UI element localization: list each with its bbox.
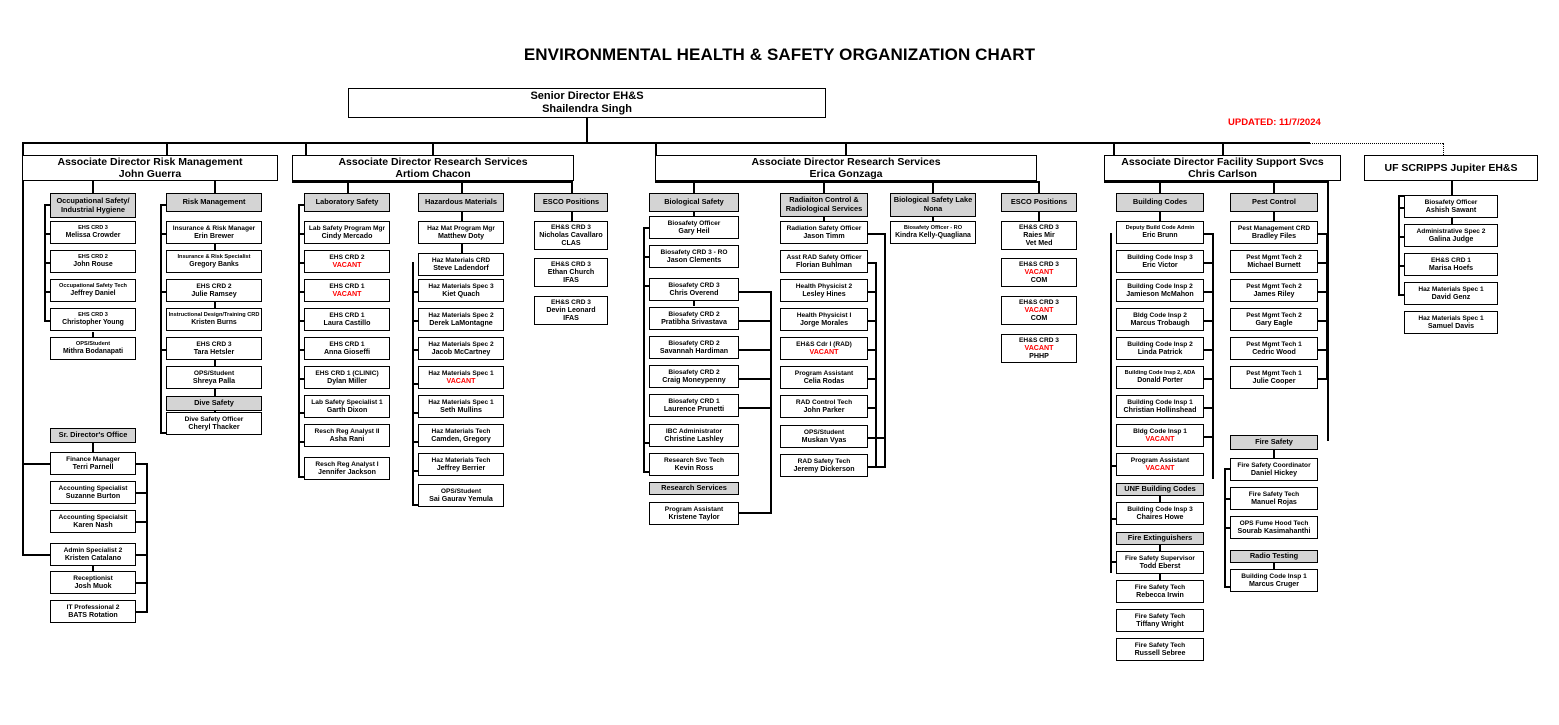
division-box-facility-support[interactable] [1104, 155, 1341, 181]
staff-box[interactable]: Pest Management CRD Bradley Files [1230, 221, 1318, 244]
group-header-hazardous-materials[interactable]: Hazardous Materials [418, 193, 504, 212]
connector [1318, 320, 1328, 322]
connector [868, 320, 877, 322]
connector [1204, 407, 1214, 409]
staff-box[interactable]: Occupational Safety Tech Jeffrey Daniel [50, 279, 136, 302]
connector [655, 142, 657, 156]
staff-box[interactable]: Haz Materials Spec 1 Seth Mullins [418, 395, 504, 418]
staff-box[interactable]: Fire Safety Tech Manuel Rojas [1230, 487, 1318, 510]
staff-box[interactable]: Pest Mgmt Tech 2 Michael Burnett [1230, 250, 1318, 273]
group-header-fire-extinguishers[interactable]: Fire Extinguishers [1116, 532, 1204, 545]
group-header-biological-safety-lake-nona[interactable]: Biological Safety Lake Nona [890, 193, 976, 217]
group-header-laboratory-safety[interactable]: Laboratory Safety [304, 193, 390, 212]
connector [136, 492, 148, 494]
staff-box[interactable]: Fire Safety Supervisor Todd Eberst [1116, 551, 1204, 574]
staff-box[interactable]: EHS CRD 3 Christopher Young [50, 308, 136, 331]
connector [166, 142, 168, 156]
staff-box[interactable]: Biosafety CRD 2 Pratibha Srivastava [649, 307, 739, 330]
staff-box[interactable]: Insurance & Risk Specialist Gregory Banks [166, 250, 262, 273]
staff-box[interactable]: Haz Materials Spec 2 Jacob McCartney [418, 337, 504, 360]
staff-box[interactable]: Pest Mgmt Tech 2 James Riley [1230, 279, 1318, 302]
connector [146, 463, 148, 611]
connector [1326, 233, 1328, 379]
connector [868, 233, 886, 235]
connector [1318, 291, 1328, 293]
exec-role: Senior Director EH&S [530, 90, 644, 103]
division-name: Chris Carlson [1188, 168, 1257, 180]
group-header-research-services[interactable]: Research Services [649, 482, 739, 495]
staff-box[interactable]: EHS CRD 1 Anna Gioseffi [304, 337, 390, 360]
connector [136, 554, 148, 556]
connector [136, 463, 148, 465]
staff-box[interactable]: EH&S CRD 1 Marisa Hoefs [1404, 253, 1498, 276]
staff-box[interactable]: Haz Materials Spec 1 David Genz [1404, 282, 1498, 305]
staff-box[interactable]: Asst RAD Safety Officer Florian Buhlman [780, 250, 868, 273]
staff-box[interactable]: Health Physicist 2 Lesley Hines [780, 279, 868, 302]
staff-box[interactable]: Haz Materials Spec 2 Derek LaMontagne [418, 308, 504, 331]
connector [868, 407, 877, 409]
staff-box[interactable]: Biosafety CRD 2 Craig Moneypenny [649, 365, 739, 388]
connector [845, 142, 847, 156]
division-box-research-services-chacon[interactable] [292, 155, 574, 181]
division-role: Associate Director Facility Support Svcs [1121, 155, 1324, 168]
staff-box[interactable]: EHS CRD 1 VACANT [304, 279, 390, 302]
staff-box[interactable]: RAD Control Tech John Parker [780, 395, 868, 418]
staff-box[interactable]: Building Code Insp 3 Chaires Howe [1116, 502, 1204, 525]
staff-box[interactable]: IT Professional 2 BATS Rotation [50, 600, 136, 623]
updated-date: UPDATED: 11/7/2024 [1228, 117, 1321, 128]
connector [868, 262, 877, 264]
staff-box[interactable]: OPS Fume Hood Tech Sourab Kasimahanthi [1230, 516, 1318, 539]
staff-box[interactable]: Insurance & Risk Manager Erin Brewer [166, 221, 262, 244]
staff-box[interactable]: Pest Mgmt Tech 1 Cedric Wood [1230, 337, 1318, 360]
connector [1222, 142, 1224, 156]
connector [136, 611, 148, 613]
staff-box[interactable]: Pest Mgmt Tech 2 Gary Eagle [1230, 308, 1318, 331]
staff-box[interactable]: Bldg Code Insp 2 Marcus Trobaugh [1116, 308, 1204, 331]
group-header-radiation-control[interactable]: Radiaiton Control & Radiological Services [780, 193, 868, 217]
connector [22, 463, 52, 465]
division-name: Artiom Chacon [395, 168, 471, 180]
staff-box[interactable]: Fire Safety Tech Tiffany Wright [1116, 609, 1204, 632]
connector [739, 320, 772, 322]
staff-box[interactable]: Lab Safety Specialist 1 Garth Dixon [304, 395, 390, 418]
staff-box[interactable]: Instructional Design/Training CRD Kristen Burns [166, 308, 262, 331]
staff-box[interactable]: Building Code Insp 1 Marcus Cruger [1230, 569, 1318, 592]
connector [1273, 450, 1275, 458]
group-header-biological-safety[interactable]: Biological Safety [649, 193, 739, 212]
connector [1204, 233, 1214, 235]
connector [770, 291, 772, 415]
exec-box[interactable] [348, 88, 826, 118]
staff-box[interactable]: Biosafety CRD 2 Savannah Hardiman [649, 336, 739, 359]
division-box-risk-management[interactable] [22, 155, 278, 181]
staff-box[interactable]: Haz Materials Spec 3 Kiet Quach [418, 279, 504, 302]
group-header-fire-safety[interactable]: Fire Safety [1230, 435, 1318, 450]
connector [1204, 349, 1214, 351]
connector [305, 142, 307, 156]
connector [586, 118, 588, 144]
staff-box[interactable]: Fire Safety Tech Rebecca Irwin [1116, 580, 1204, 603]
group-header-sr-director-office[interactable]: Sr. Director's Office [50, 428, 136, 443]
staff-box[interactable]: Building Code Insp 2 Jamieson McMahon [1116, 279, 1204, 302]
staff-box[interactable]: Fire Safety Tech Russell Sebree [1116, 638, 1204, 661]
staff-box[interactable]: Biosafety CRD 3 Chris Overend [649, 278, 739, 301]
group-header-esco-positions-b[interactable]: ESCO Positions [1001, 193, 1077, 212]
connector [1113, 142, 1115, 156]
staff-box[interactable]: Pest Mgmt Tech 1 Julie Cooper [1230, 366, 1318, 389]
group-header-pest-control[interactable]: Pest Control [1230, 193, 1318, 212]
connector [22, 156, 24, 556]
staff-box[interactable]: EHS CRD 2 Julie Ramsey [166, 279, 262, 302]
connector [739, 378, 772, 380]
division-name: John Guerra [118, 168, 182, 180]
staff-box[interactable]: IBC Administrator Christine Lashley [649, 424, 739, 447]
staff-box[interactable]: Research Svc Tech Kevin Ross [649, 453, 739, 476]
staff-box[interactable]: Building Code Insp 1 Christian Hollinshead [1116, 395, 1204, 418]
staff-box[interactable]: EH&S CRD 3 VACANT COM [1001, 296, 1077, 325]
staff-box[interactable]: Haz Materials Spec 1 VACANT [418, 366, 504, 389]
staff-box[interactable]: Administrative Spec 2 Galina Judge [1404, 224, 1498, 247]
group-header-unf-building-codes[interactable]: UNF Building Codes [1116, 483, 1204, 496]
staff-box[interactable]: Admin Specialist 2 Kristen Catalano [50, 543, 136, 566]
connector [92, 443, 94, 452]
staff-box[interactable]: Resch Reg Analyst I Jennifer Jackson [304, 457, 390, 480]
staff-box[interactable]: Biosafety Officer Gary Heil [649, 216, 739, 239]
staff-box[interactable]: EH&S CRD 3 Raies Mir Vet Med [1001, 221, 1077, 250]
connector [868, 291, 877, 293]
division-name: Erica Gonzaga [809, 168, 883, 180]
connector [868, 378, 877, 380]
connector [770, 415, 772, 513]
connector [739, 407, 772, 409]
connector [739, 291, 772, 293]
staff-box[interactable]: EH&S CRD 3 Devin Leonard IFAS [534, 296, 608, 325]
staff-box[interactable]: Haz Materials Tech Camden, Gregory [418, 424, 504, 447]
connector [884, 233, 886, 468]
staff-box[interactable]: Accounting Specialsit Karen Nash [50, 510, 136, 533]
staff-box[interactable]: Haz Materials Tech Jeffrey Berrier [418, 453, 504, 476]
staff-box[interactable]: Health Physicist I Jorge Morales [780, 308, 868, 331]
staff-box[interactable]: OPS/Student Muskan Vyas [780, 425, 868, 448]
staff-box[interactable]: RAD Safety Tech Jeremy Dickerson [780, 454, 868, 477]
connector [136, 582, 148, 584]
connector [1204, 436, 1214, 438]
staff-box[interactable]: Biosafety Officer Ashish Sawant [1404, 195, 1498, 218]
staff-box[interactable]: EHS CRD 3 Melissa Crowder [50, 221, 136, 244]
connector [1318, 349, 1328, 351]
connector [1318, 233, 1328, 235]
staff-box[interactable]: Building Code Insp 2, ADA Donald Porter [1116, 366, 1204, 389]
staff-box[interactable]: Fire Safety Coordinator Daniel Hickey [1230, 458, 1318, 481]
staff-box[interactable]: OPS/Student Shreya Palla [166, 366, 262, 389]
staff-box[interactable]: Program Assistant Celia Rodas [780, 366, 868, 389]
staff-box[interactable]: EH&S CRD 3 Ethan Church IFAS [534, 258, 608, 287]
connector [432, 142, 434, 156]
connector [868, 349, 877, 351]
staff-box[interactable]: Haz Materials CRD Steve Ladendorf [418, 253, 504, 276]
connector [643, 227, 645, 472]
staff-box[interactable]: Bldg Code Insp 1 VACANT [1116, 424, 1204, 447]
division-role: UF SCRIPPS Jupiter EH&S [1384, 161, 1518, 174]
staff-box[interactable]: EH&S CRD 3 Nicholas Cavallaro CLAS [534, 221, 608, 250]
staff-box[interactable]: Receptionist Josh Muok [50, 571, 136, 594]
staff-box[interactable]: Lab Safety Program Mgr Cindy Mercado [304, 221, 390, 244]
division-role: Associate Director Research Services [338, 155, 528, 168]
connector [1204, 378, 1214, 380]
connector [1318, 378, 1328, 380]
group-header-dive-safety[interactable]: Dive Safety [166, 396, 262, 411]
connector [22, 142, 24, 156]
staff-box[interactable]: Haz Mat Program Mgr Matthew Doty [418, 221, 504, 244]
connector [1212, 233, 1214, 479]
staff-box[interactable]: OPS/Student Mithra Bodanapati [50, 337, 136, 360]
group-header-esco-positions-a[interactable]: ESCO Positions [534, 193, 608, 212]
staff-box[interactable]: EHS CRD 2 John Rouse [50, 250, 136, 273]
staff-box[interactable]: Building Code Insp 3 Eric Victor [1116, 250, 1204, 273]
connector [1204, 320, 1214, 322]
staff-box[interactable]: Program Assistant VACANT [1116, 453, 1204, 476]
connector [22, 142, 1310, 144]
staff-box[interactable]: EH&S CRD 3 VACANT PHHP [1001, 334, 1077, 363]
connector [1398, 195, 1400, 295]
staff-box[interactable]: Building Code Insp 2 Linda Patrick [1116, 337, 1204, 360]
exec-name: Shailendra Singh [542, 103, 632, 115]
division-role: Associate Director Research Services [751, 155, 941, 168]
connector [1204, 262, 1214, 264]
connector [1318, 262, 1328, 264]
connector [868, 466, 886, 468]
staff-box[interactable]: EH&S Cdr I (RAD) VACANT [780, 337, 868, 360]
staff-box[interactable]: Biosafety CRD 3 - RO Jason Clements [649, 245, 739, 268]
staff-box[interactable]: EHS CRD 2 VACANT [304, 250, 390, 273]
staff-box[interactable]: EHS CRD 1 (CLINIC) Dylan Miller [304, 366, 390, 389]
connector [655, 181, 1039, 183]
staff-box[interactable]: Deputy Build Code Admin Eric Brunn [1116, 221, 1204, 244]
connector [1204, 291, 1214, 293]
staff-box[interactable]: Radiation Safety Officer Jason Timm [780, 221, 868, 244]
division-box-research-services-gonzaga[interactable] [655, 155, 1037, 181]
staff-box[interactable]: Haz Materials Spec 1 Samuel Davis [1404, 311, 1498, 334]
connector [739, 349, 772, 351]
staff-box[interactable]: Dive Safety Officer Cheryl Thacker [166, 412, 262, 435]
page-title: ENVIRONMENTAL HEALTH & SAFETY ORGANIZATION CHART [523, 45, 1036, 64]
connector [1104, 181, 1327, 183]
connector [1110, 233, 1112, 573]
group-header-risk-management[interactable]: Risk Management [166, 193, 262, 212]
staff-box[interactable]: EHS CRD 1 Laura Castillo [304, 308, 390, 331]
staff-box[interactable]: Biosafety CRD 1 Laurence Prunetti [649, 394, 739, 417]
connector [136, 521, 148, 523]
staff-box[interactable]: Resch Reg Analyst II Asha Rani [304, 424, 390, 447]
connector [298, 204, 300, 476]
connector [739, 512, 772, 514]
connector [160, 204, 162, 432]
division-role: Associate Director Risk Management [57, 155, 243, 168]
staff-box[interactable]: Accounting Specialist Suzanne Burton [50, 481, 136, 504]
staff-box[interactable]: Finance Manager Terri Parnell [50, 452, 136, 475]
group-header-radio-testing[interactable]: Radio Testing [1230, 550, 1318, 563]
connector [292, 181, 572, 183]
staff-box[interactable]: EHS CRD 3 Tara Hetsler [166, 337, 262, 360]
division-box-scripps[interactable] [1364, 155, 1538, 181]
staff-box[interactable]: Program Assistant Kristene Taylor [649, 502, 739, 525]
staff-box[interactable]: Biosafety Officer - RO Kindra Kelly-Quagliana [890, 221, 976, 244]
staff-box[interactable]: OPS/Student Sai Gaurav Yemula [418, 484, 504, 507]
connector-dotted [1308, 143, 1443, 144]
connector [868, 437, 886, 439]
connector [1451, 181, 1453, 195]
connector [22, 554, 52, 556]
staff-box[interactable]: EH&S CRD 3 VACANT COM [1001, 258, 1077, 287]
group-header-building-codes[interactable]: Building Codes [1116, 193, 1204, 212]
group-header-occupational-safety[interactable]: Occupational Safety/ Industrial Hygiene [50, 193, 136, 218]
